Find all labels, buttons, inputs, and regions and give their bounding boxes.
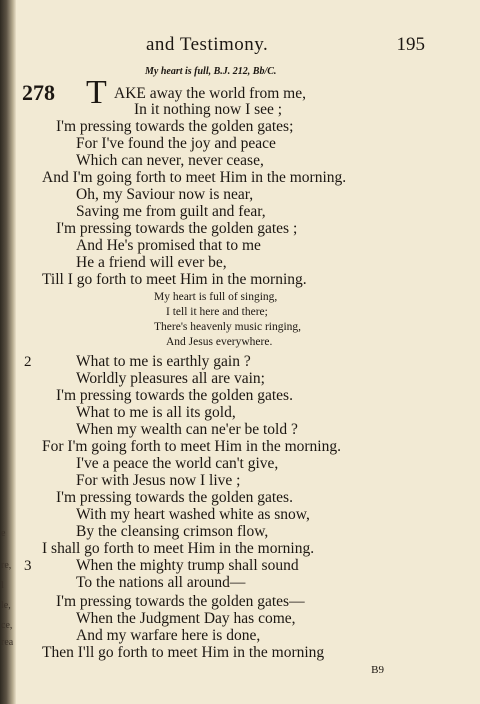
chorus-line: There's heavenly music ringing, bbox=[154, 321, 302, 333]
drop-cap: T bbox=[86, 74, 107, 111]
verse-line: And my warfare here is done, bbox=[76, 627, 261, 644]
margin-fragment: e bbox=[1, 528, 6, 539]
chorus-line: My heart is full of singing, bbox=[154, 291, 278, 303]
margin-fragment: rea bbox=[1, 637, 14, 648]
verse-line: Oh, my Saviour now is near, bbox=[76, 186, 254, 203]
margin-fragment: re, bbox=[1, 560, 12, 571]
verse-line: I'm pressing towards the golden gates. bbox=[56, 387, 293, 404]
chorus-line: And Jesus everywhere. bbox=[166, 336, 273, 348]
verse-line: Worldly pleasures all are vain; bbox=[76, 370, 265, 387]
verse-number: 3 bbox=[24, 558, 32, 574]
verse-line: I'm pressing towards the golden gates. bbox=[56, 489, 293, 506]
page-number: 195 bbox=[396, 34, 425, 55]
verse-line: When the Judgment Day has come, bbox=[76, 610, 296, 627]
verse-line: When my wealth can ne'er be told ? bbox=[76, 421, 298, 438]
printer-signature: B9 bbox=[371, 664, 384, 676]
book-binding bbox=[0, 0, 16, 704]
verse-line: In it nothing now I see ; bbox=[134, 101, 283, 118]
verse-line: When the mighty trump shall sound bbox=[76, 557, 299, 574]
chorus-line: I tell it here and there; bbox=[166, 306, 268, 318]
verse-line: I've a peace the world can't give, bbox=[76, 455, 279, 472]
running-title: and Testimony. bbox=[146, 34, 269, 55]
verse-line: What to me is all its gold, bbox=[76, 404, 236, 421]
verse-line: And He's promised that to me bbox=[76, 237, 261, 254]
verse-line: Till I go forth to meet Him in the morning. bbox=[42, 271, 307, 288]
verse-line: What to me is earthly gain ? bbox=[76, 353, 251, 370]
verse-line: I shall go forth to meet Him in the morning. bbox=[42, 540, 315, 557]
verse-line: I'm pressing towards the golden gates ; bbox=[56, 220, 298, 237]
page-header bbox=[140, 34, 425, 58]
margin-fragment: le, bbox=[1, 600, 11, 611]
verse-line: Saving me from guilt and fear, bbox=[76, 203, 266, 220]
verse-line: To the nations all around— bbox=[76, 574, 246, 591]
verse-line: I'm pressing towards the golden gates; bbox=[56, 118, 294, 135]
verse-line: For I've found the joy and peace bbox=[76, 135, 276, 152]
verse-line: He a friend will ever be, bbox=[76, 254, 227, 271]
hymn-number: 278 bbox=[22, 80, 55, 105]
tune-reference: My heart is full, B.J. 212, Bb/C. bbox=[145, 66, 277, 77]
verse-number: 2 bbox=[24, 354, 32, 370]
verse-line: And I'm going forth to meet Him in the morning. bbox=[42, 169, 347, 186]
verse-line: I'm pressing towards the golden gates— bbox=[56, 593, 305, 610]
verse-line: For with Jesus now I live ; bbox=[76, 472, 241, 489]
margin-fragment: ce, bbox=[1, 620, 13, 631]
verse-line: With my heart washed white as snow, bbox=[76, 506, 310, 523]
hymn-first-line: AKE away the world from me, bbox=[114, 85, 306, 102]
verse-line: Which can never, never cease, bbox=[76, 152, 264, 169]
verse-line: Then I'll go forth to meet Him in the morning bbox=[42, 644, 325, 661]
margin-fragment: l bbox=[1, 580, 4, 591]
verse-line: For I'm going forth to meet Him in the morning. bbox=[42, 438, 341, 455]
verse-line: By the cleansing crimson flow, bbox=[76, 523, 269, 540]
